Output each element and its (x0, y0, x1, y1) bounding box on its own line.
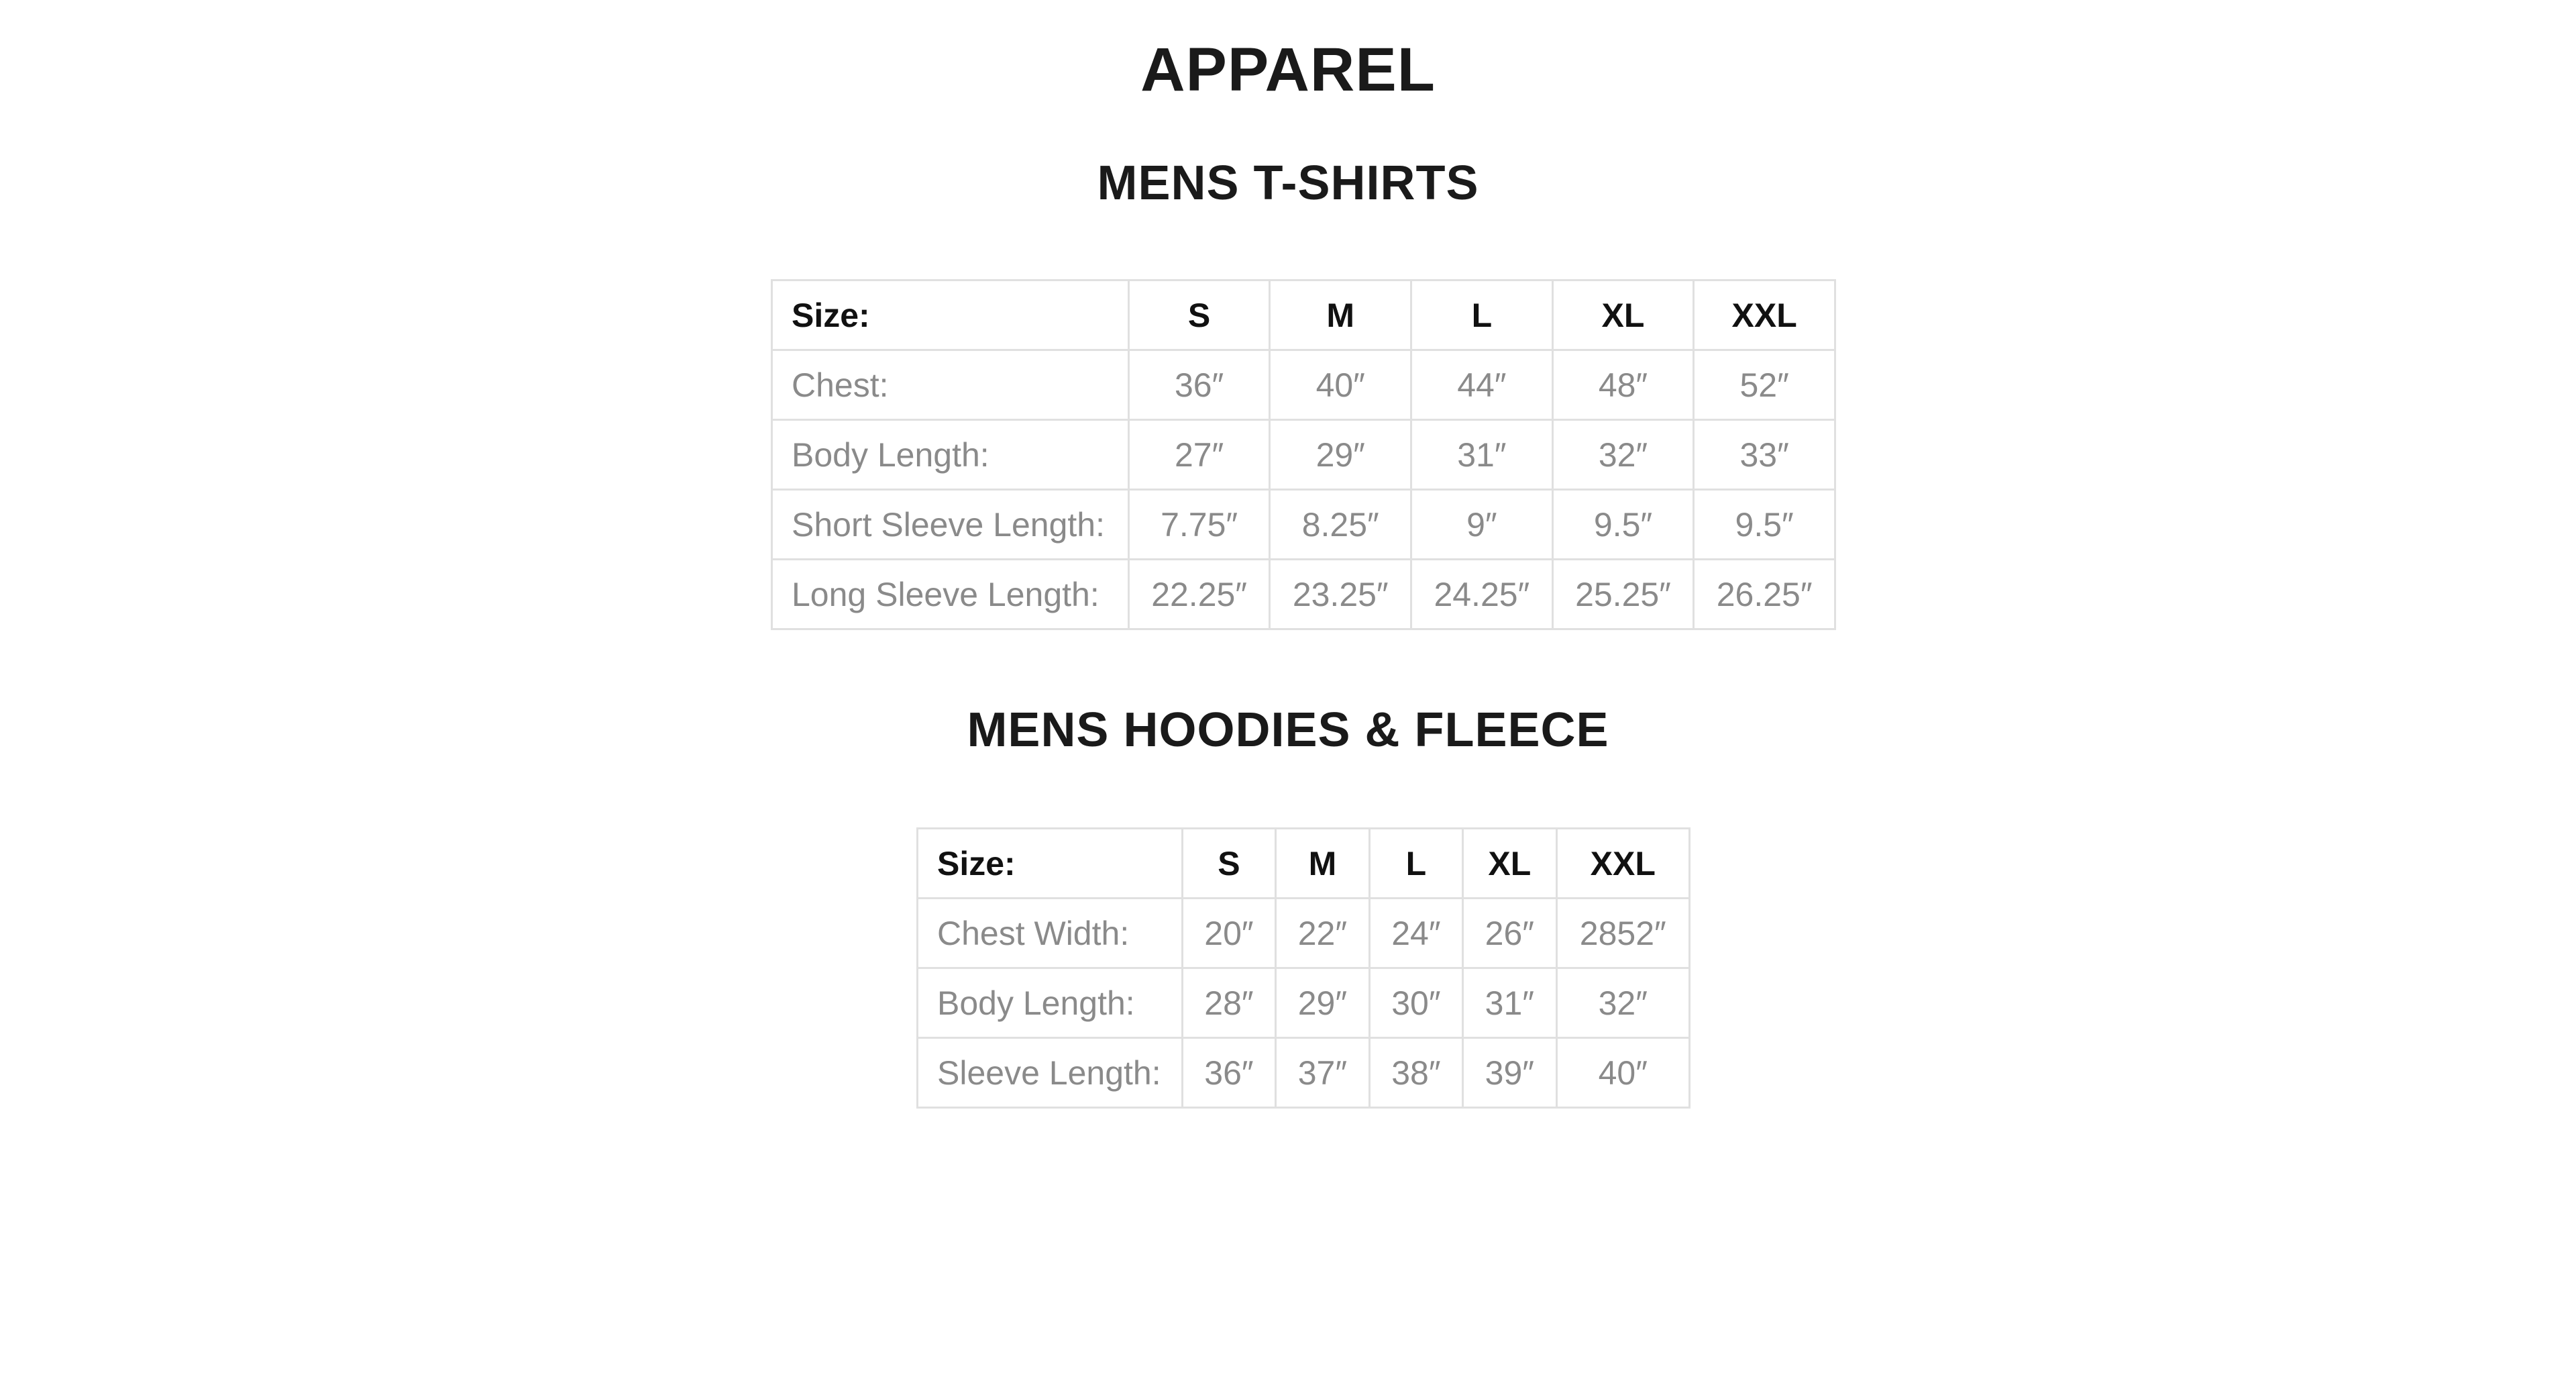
table-row-sleeve-length (918, 1038, 1690, 1108)
row-label: Chest: (772, 350, 1129, 420)
hoodies-section-title: MENS HOODIES & FLEECE (967, 703, 1609, 757)
header-size-xl: XL (1463, 829, 1556, 899)
table-row-chest-width (918, 899, 1690, 968)
table-header-row (772, 280, 1835, 350)
table-cell: 20″ (1182, 899, 1275, 968)
table-header-row (918, 829, 1690, 899)
page-title: APPAREL (1140, 36, 1436, 104)
table-cell: 8.25″ (1270, 490, 1411, 560)
table-cell: 39″ (1463, 1038, 1556, 1108)
table-cell: 37″ (1276, 1038, 1369, 1108)
table-cell: 7.75″ (1128, 490, 1270, 560)
tshirts-section-title: MENS T-SHIRTS (1097, 156, 1479, 210)
header-size-xxl: XXL (1556, 829, 1689, 899)
table-cell: 40″ (1556, 1038, 1689, 1108)
table-cell: 24.25″ (1411, 560, 1553, 629)
table-cell: 38″ (1369, 1038, 1462, 1108)
table-cell: 32″ (1556, 968, 1689, 1038)
table-row-body-length (918, 968, 1690, 1038)
table-cell: 2852″ (1556, 899, 1689, 968)
table-cell: 29″ (1276, 968, 1369, 1038)
header-size-xxl: XXL (1694, 280, 1835, 350)
table-row-chest (772, 350, 1835, 420)
row-label: Body Length: (772, 420, 1129, 490)
table-cell: 44″ (1411, 350, 1553, 420)
table-cell: 52″ (1694, 350, 1835, 420)
table-cell: 36″ (1182, 1038, 1275, 1108)
header-size-m: M (1276, 829, 1369, 899)
table-cell: 31″ (1463, 968, 1556, 1038)
table-row-long-sleeve-length (772, 560, 1835, 629)
table-cell: 26.25″ (1694, 560, 1835, 629)
row-label: Sleeve Length: (918, 1038, 1183, 1108)
table-cell: 9.5″ (1694, 490, 1835, 560)
table-cell: 33″ (1694, 420, 1835, 490)
table-cell: 22.25″ (1128, 560, 1270, 629)
table-cell: 32″ (1552, 420, 1694, 490)
table-cell: 40″ (1270, 350, 1411, 420)
header-size-xl: XL (1552, 280, 1694, 350)
row-label: Long Sleeve Length: (772, 560, 1129, 629)
header-size-l: L (1411, 280, 1553, 350)
table-cell: 30″ (1369, 968, 1462, 1038)
table-cell: 48″ (1552, 350, 1694, 420)
table-cell: 22″ (1276, 899, 1369, 968)
table-cell: 9″ (1411, 490, 1553, 560)
header-size-m: M (1270, 280, 1411, 350)
table-cell: 28″ (1182, 968, 1275, 1038)
header-size-l: L (1369, 829, 1462, 899)
table-cell: 23.25″ (1270, 560, 1411, 629)
table-row-body-length (772, 420, 1835, 490)
table-cell: 25.25″ (1552, 560, 1694, 629)
row-label: Chest Width: (918, 899, 1183, 968)
table-cell: 24″ (1369, 899, 1462, 968)
table-cell: 27″ (1128, 420, 1270, 490)
tshirts-size-table (771, 279, 1836, 630)
header-size-s: S (1182, 829, 1275, 899)
header-size-s: S (1128, 280, 1270, 350)
hoodies-size-table (916, 827, 1690, 1109)
header-size-label: Size: (772, 280, 1129, 350)
table-cell: 29″ (1270, 420, 1411, 490)
table-cell: 31″ (1411, 420, 1553, 490)
table-cell: 9.5″ (1552, 490, 1694, 560)
row-label: Short Sleeve Length: (772, 490, 1129, 560)
table-row-short-sleeve-length (772, 490, 1835, 560)
table-cell: 36″ (1128, 350, 1270, 420)
row-label: Body Length: (918, 968, 1183, 1038)
table-cell: 26″ (1463, 899, 1556, 968)
header-size-label: Size: (918, 829, 1183, 899)
